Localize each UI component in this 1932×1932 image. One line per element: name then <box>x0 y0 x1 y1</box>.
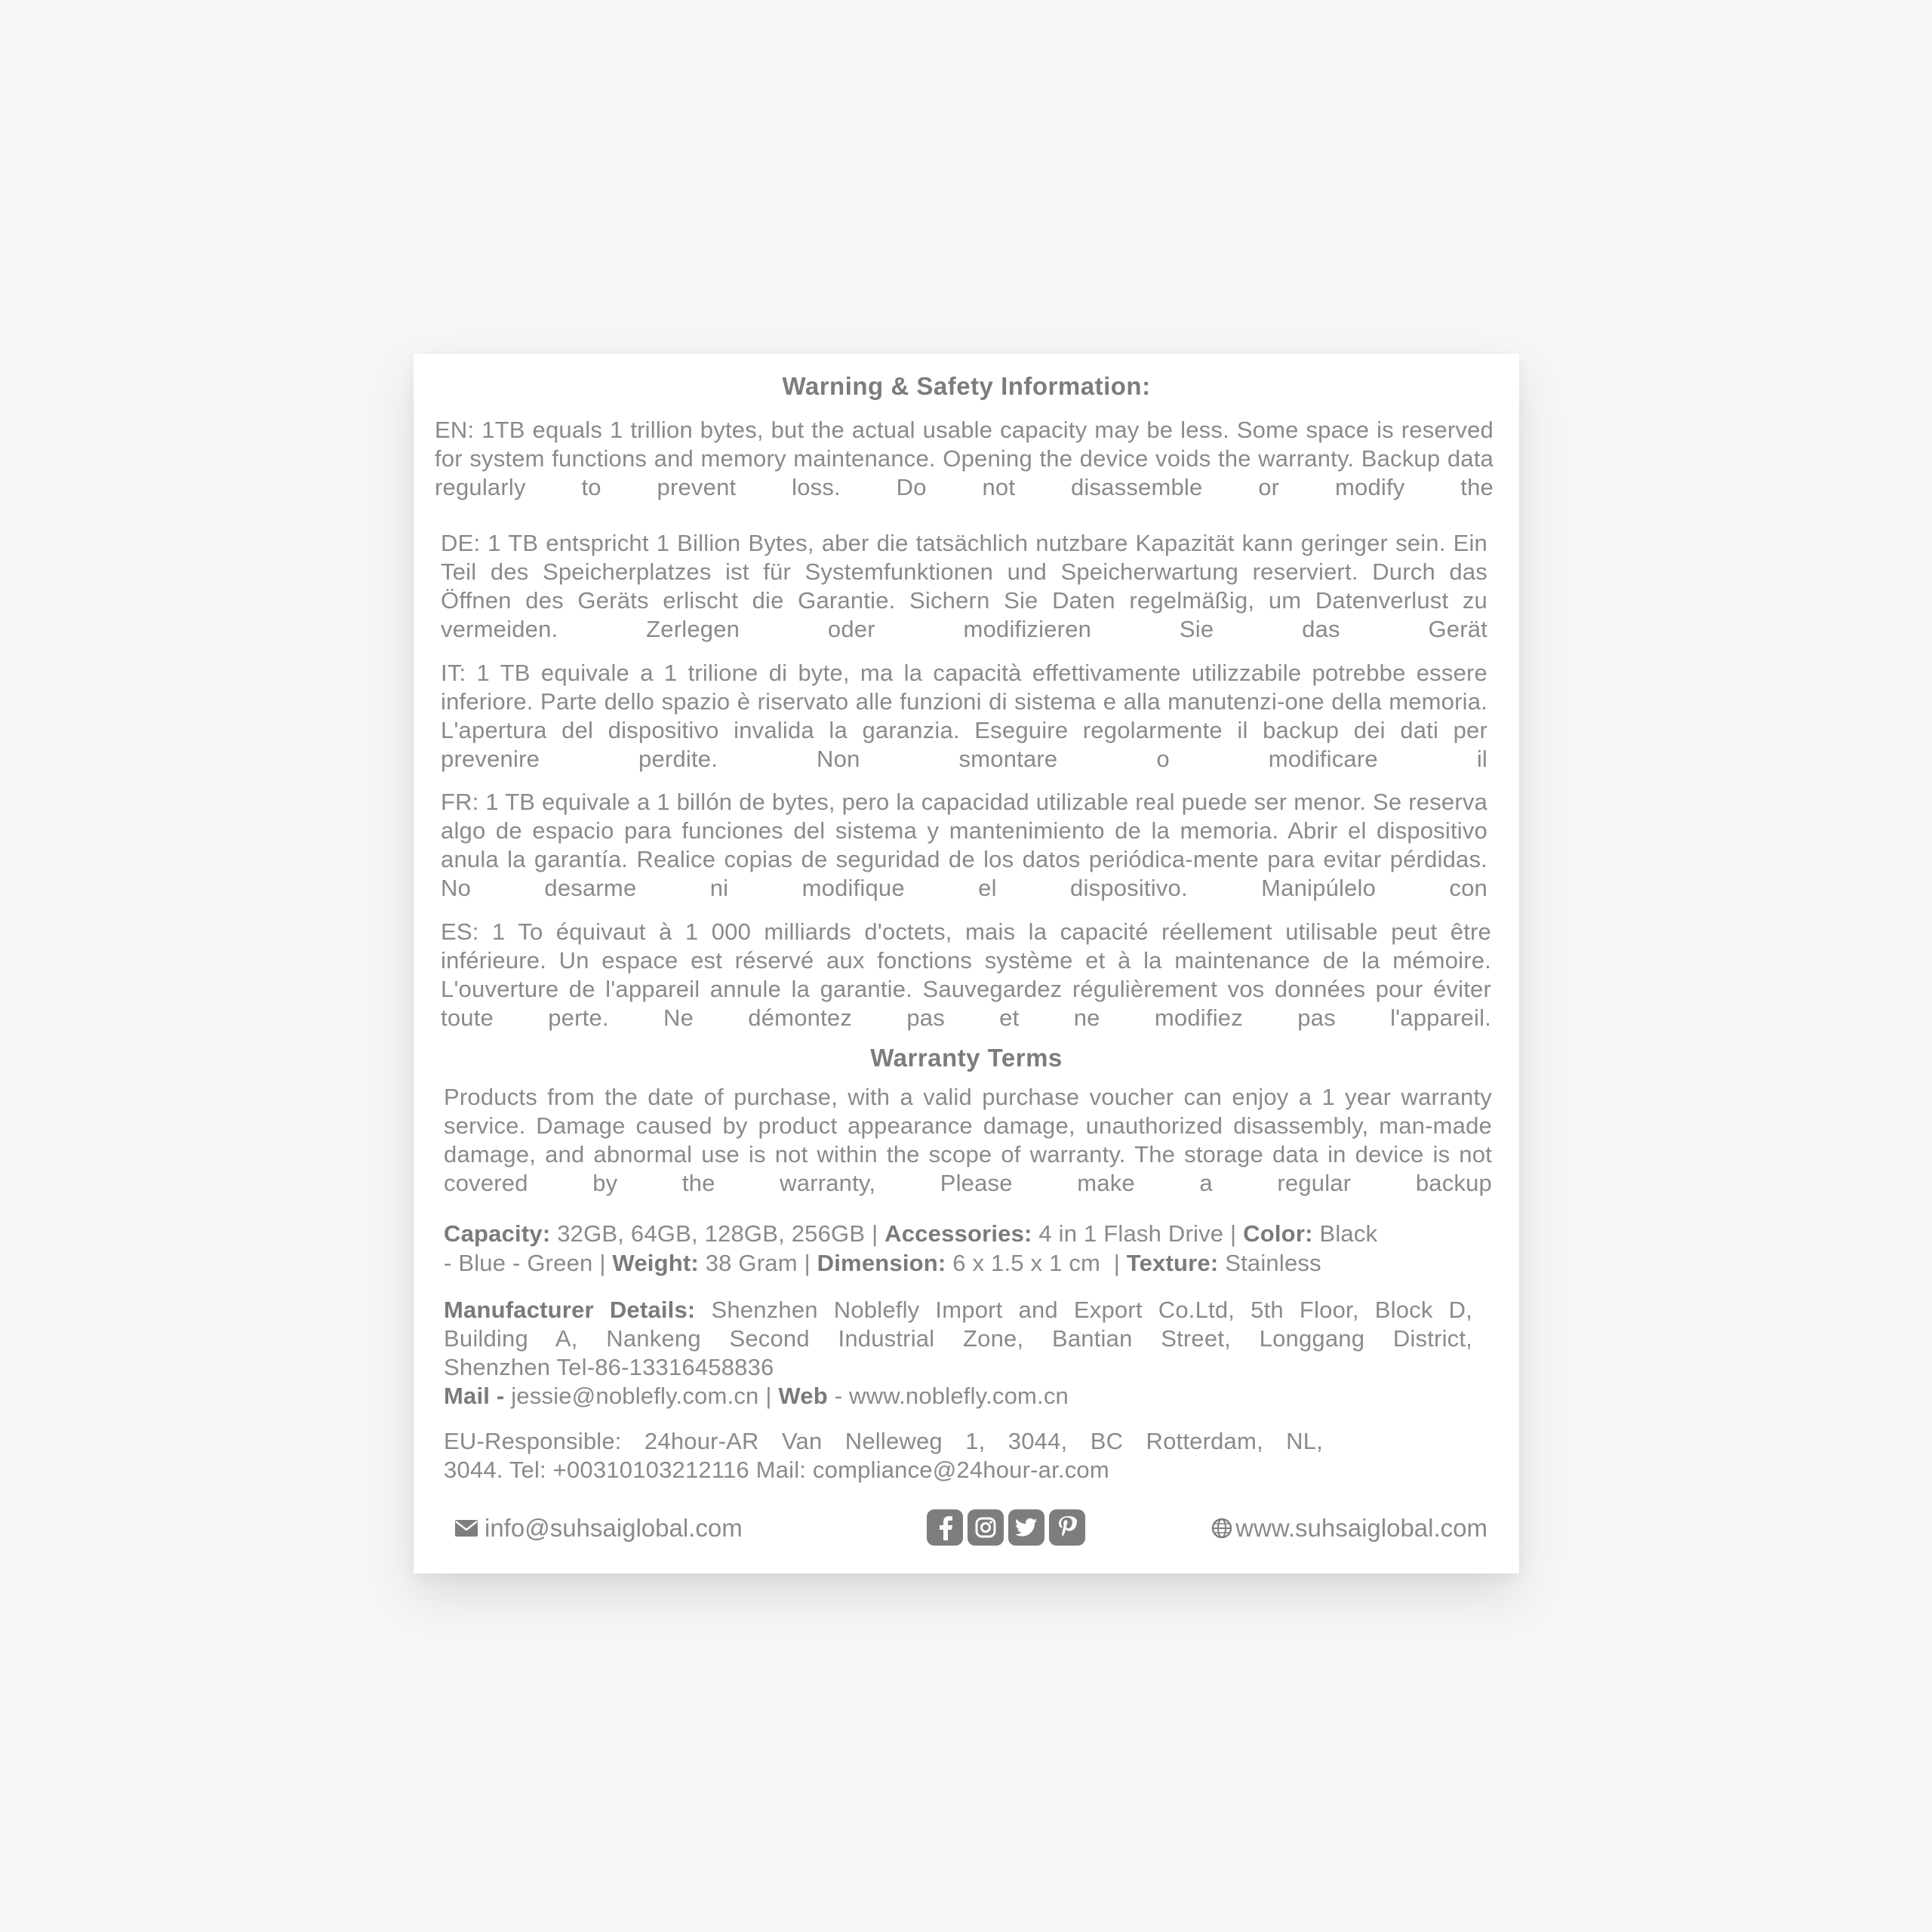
warning-es-paragraph: ES: 1 To équivaut à 1 000 milliards d'octets, mais la capacité réellement utilisable peut être inférieure. Un espace est réservé aux fonctions système et à la maintenance de la mémoire. L'ouverture de l'appareil annule la garantie. Sauvegardez régulièrement vos données pour éviter toute perte. Ne démontez pas et ne modifiez pas l'appareil. <box>441 918 1491 1031</box>
color-label: Color: <box>1243 1220 1313 1247</box>
manufacturer-block <box>444 1296 1472 1411</box>
facebook-icon[interactable] <box>927 1509 963 1546</box>
footer-website-text: www.suhsaiglobal.com <box>1235 1514 1487 1542</box>
warning-en-paragraph: EN: 1TB equals 1 trillion bytes, but the actual usable capacity may be less. Some space is reserved for system functions and memory maintenance. Opening the device voids the warranty. Backup data regularly to prevent loss. Do not disassemble or modify the <box>435 417 1494 500</box>
texture-label: Texture: <box>1126 1249 1219 1276</box>
instagram-icon[interactable] <box>968 1509 1004 1546</box>
accessories-label: Accessories: <box>884 1220 1032 1247</box>
capacity-label: Capacity: <box>444 1220 551 1247</box>
manufacturer-mail[interactable]: jessie@noblefly.com.cn <box>511 1383 759 1409</box>
web-label: Web <box>778 1383 828 1409</box>
warning-fr-paragraph: FR: 1 TB equivale a 1 billón de bytes, pero la capacidad utilizable real puede ser menor. Se reserva algo de espacio para funciones del sistema y mantenimiento de la memoria. Abrir el dispositivo anula la garantía. Realice copias de seguridad de los datos periódica-mente para evitar pérdidas. No desarme ni modifique el dispositivo. Manipúlelo con <box>441 789 1487 901</box>
warranty-text: Products from the date of purchase, with a valid purchase voucher can enjoy a 1 year warranty service. Damage caused by product appearance damage, unauthorized disassembly, man-made damage, and abnormal use is not within the scope of warranty. The storage data in device is not covered by the warranty, Please make a regular backup <box>444 1084 1492 1196</box>
mail-icon <box>454 1519 478 1537</box>
color-value-cont: - Blue - Green <box>444 1249 593 1276</box>
warranty-title: Warranty Terms <box>870 1044 1063 1072</box>
eu-line-2: 3044. Tel: +00310103212116 Mail: compliance@24hour-ar.com <box>444 1457 1109 1483</box>
capacity-value: 32GB, 64GB, 128GB, 256GB <box>557 1220 866 1247</box>
manufacturer-address-2: Building A, Nankeng Second Industrial Zone, Bantian Street, Longgang District, <box>444 1325 1472 1352</box>
globe-icon <box>1211 1518 1232 1539</box>
manufacturer-label: Manufacturer Details: <box>444 1297 696 1323</box>
mail-label: Mail - <box>444 1383 505 1409</box>
social-icons <box>927 1509 1085 1546</box>
spec-block <box>444 1220 1444 1278</box>
twitter-icon[interactable] <box>1008 1509 1044 1546</box>
manufacturer-contact <box>444 1382 1472 1411</box>
color-value: Black <box>1319 1220 1378 1247</box>
spec-line-1 <box>444 1220 1444 1249</box>
weight-label: Weight: <box>612 1249 699 1276</box>
warning-de-paragraph: DE: 1 TB entspricht 1 Billion Bytes, aber die tatsächlich nutzbare Kapazität kann geringer sein. Ein Teil des Speicherplatzes ist für Systemfunktionen und Speicherwartung reserviert. Durch das Öffnen des Geräts erlischt die Garantie. Sichern Sie Daten regelmäßig, um Datenverlust zu vermeiden. Zerlegen oder modifizieren Sie das Gerät <box>441 530 1487 642</box>
separator: | <box>599 1249 606 1276</box>
warning-it-paragraph: IT: 1 TB equivale a 1 trilione di byte, ma la capacità effettivamente utilizzabile potrebbe essere inferiore. Parte dello spazio è riservato alle funzioni di sistema e alla manutenzi-one della memoria. L'apertura del dispositivo invalida la garanzia. Eseguire regolarmente il backup dei dati per prevenire perdite. Non smontare o modificare il <box>441 660 1487 772</box>
separator: | <box>1113 1249 1120 1276</box>
warranty-card <box>414 354 1519 1574</box>
separator: | <box>1230 1220 1237 1247</box>
footer-email[interactable] <box>454 1514 743 1543</box>
weight-value: 38 Gram <box>705 1249 798 1276</box>
manufacturer-web[interactable]: - www.noblefly.com.cn <box>834 1383 1069 1409</box>
separator: | <box>765 1383 772 1409</box>
footer <box>454 1514 1487 1553</box>
manufacturer-line-1 <box>444 1296 1472 1324</box>
warning-title: Warning & Safety Information: <box>782 372 1151 400</box>
manufacturer-address-1: Shenzhen Noblefly Import and Export Co.Ltd, 5th Floor, Block D, <box>711 1297 1472 1323</box>
pinterest-icon[interactable] <box>1049 1509 1085 1546</box>
footer-website[interactable] <box>1211 1514 1487 1543</box>
dimension-value: 6 x 1.5 x 1 cm <box>952 1249 1101 1276</box>
eu-responsible-block <box>444 1427 1323 1484</box>
separator: | <box>872 1220 878 1247</box>
eu-line-1: EU-Responsible: 24hour-AR Van Nelleweg 1, 3044, BC Rotterdam, NL, <box>444 1428 1323 1454</box>
spec-line-2 <box>444 1249 1444 1278</box>
dimension-label: Dimension: <box>817 1249 946 1276</box>
footer-email-text: info@suhsaiglobal.com <box>485 1514 743 1542</box>
texture-value: Stainless <box>1225 1249 1321 1276</box>
manufacturer-address-3: Shenzhen Tel-86-13316458836 <box>444 1354 774 1380</box>
accessories-value: 4 in 1 Flash Drive <box>1038 1220 1224 1247</box>
separator: | <box>804 1249 811 1276</box>
